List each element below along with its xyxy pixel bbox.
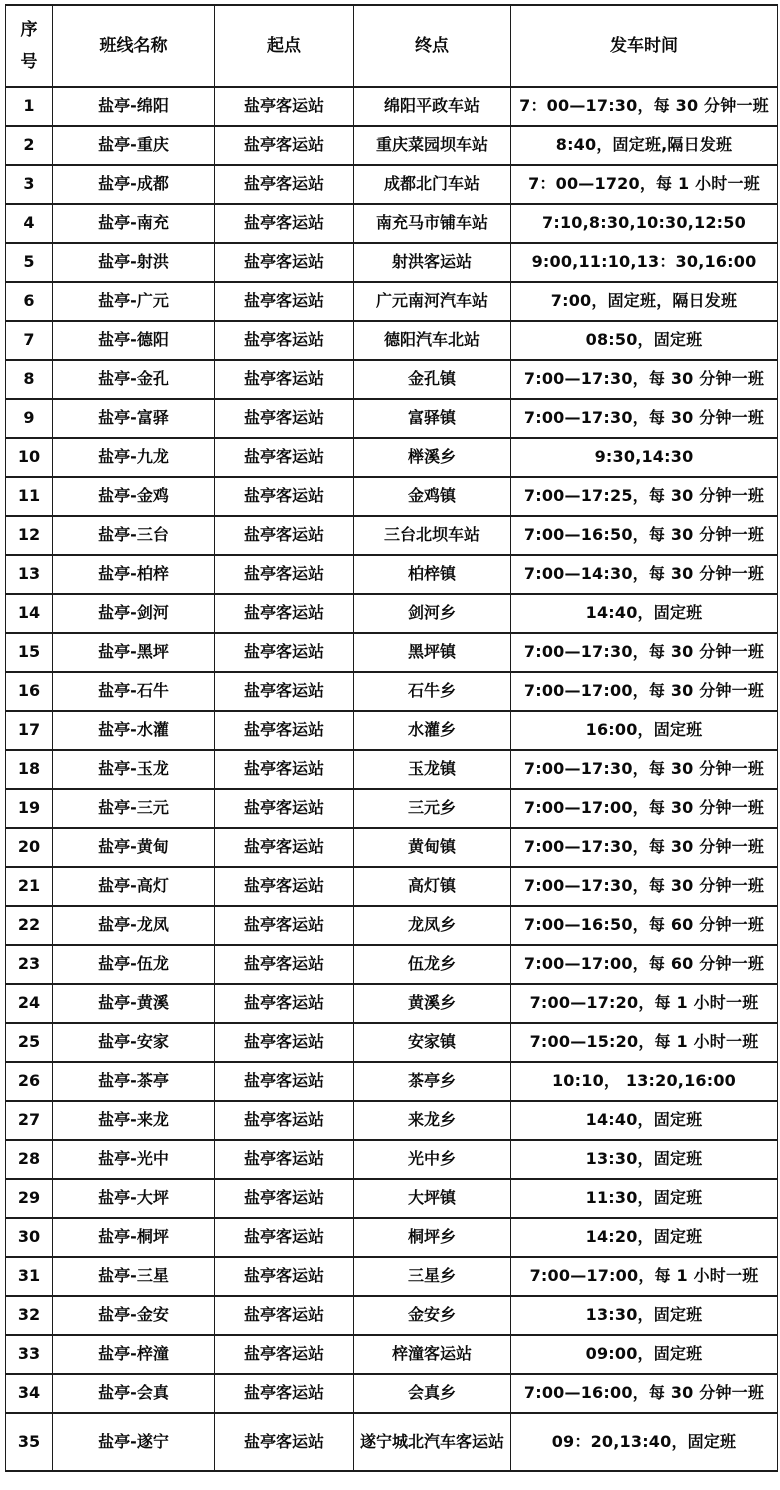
cell-departure: 7:00—17:30，每 30 分钟一班 (511, 750, 778, 789)
cell-origin: 盐亭客运站 (215, 789, 354, 828)
cell-seq: 9 (6, 399, 53, 438)
schedule-row (6, 1374, 778, 1413)
cell-route-name: 盐亭-三台 (53, 516, 215, 555)
cell-destination: 射洪客运站 (354, 243, 511, 282)
cell-route-name: 盐亭-梓潼 (53, 1335, 215, 1374)
bus-schedule-table (5, 4, 778, 1472)
cell-departure: 14:40，固定班 (511, 1101, 778, 1140)
cell-origin: 盐亭客运站 (215, 984, 354, 1023)
cell-route-name: 盐亭-玉龙 (53, 750, 215, 789)
cell-route-name: 盐亭-南充 (53, 204, 215, 243)
cell-seq: 15 (6, 633, 53, 672)
cell-departure: 9:30,14:30 (511, 438, 778, 477)
cell-destination: 绵阳平政车站 (354, 87, 511, 126)
cell-origin: 盐亭客运站 (215, 243, 354, 282)
cell-route-name: 盐亭-富驿 (53, 399, 215, 438)
cell-seq: 16 (6, 672, 53, 711)
cell-destination: 茶亭乡 (354, 1062, 511, 1101)
cell-seq: 14 (6, 594, 53, 633)
cell-destination: 南充马市铺车站 (354, 204, 511, 243)
cell-route-name: 盐亭-金孔 (53, 360, 215, 399)
cell-origin: 盐亭客运站 (215, 867, 354, 906)
schedule-row (6, 867, 778, 906)
cell-route-name: 盐亭-柏梓 (53, 555, 215, 594)
cell-departure: 7:00—17:30，每 30 分钟一班 (511, 399, 778, 438)
cell-route-name: 盐亭-会真 (53, 1374, 215, 1413)
cell-route-name: 盐亭-茶亭 (53, 1062, 215, 1101)
cell-origin: 盐亭客运站 (215, 1140, 354, 1179)
cell-departure: 7:10,8:30,10:30,12:50 (511, 204, 778, 243)
cell-destination: 三元乡 (354, 789, 511, 828)
cell-destination: 来龙乡 (354, 1101, 511, 1140)
cell-seq: 24 (6, 984, 53, 1023)
header-destination: 终点 (354, 5, 511, 87)
header-seq (6, 5, 53, 87)
cell-seq: 22 (6, 906, 53, 945)
cell-seq: 23 (6, 945, 53, 984)
header-origin: 起点 (215, 5, 354, 87)
schedule-row (6, 204, 778, 243)
schedule-row (6, 126, 778, 165)
header-row (6, 5, 778, 87)
cell-destination: 遂宁城北汽车客运站 (354, 1413, 511, 1471)
cell-departure: 14:40，固定班 (511, 594, 778, 633)
cell-destination: 会真乡 (354, 1374, 511, 1413)
cell-departure: 7:00—17:00，每 30 分钟一班 (511, 672, 778, 711)
schedule-row (6, 594, 778, 633)
cell-origin: 盐亭客运站 (215, 399, 354, 438)
schedule-row (6, 516, 778, 555)
schedule-row (6, 1413, 778, 1471)
schedule-row (6, 1335, 778, 1374)
cell-destination: 高灯镇 (354, 867, 511, 906)
cell-route-name: 盐亭-九龙 (53, 438, 215, 477)
cell-route-name: 盐亭-石牛 (53, 672, 215, 711)
cell-route-name: 盐亭-黑坪 (53, 633, 215, 672)
cell-seq: 20 (6, 828, 53, 867)
cell-origin: 盐亭客运站 (215, 750, 354, 789)
cell-route-name: 盐亭-射洪 (53, 243, 215, 282)
schedule-row (6, 243, 778, 282)
cell-destination: 黑坪镇 (354, 633, 511, 672)
cell-seq: 32 (6, 1296, 53, 1335)
schedule-row (6, 87, 778, 126)
cell-origin: 盐亭客运站 (215, 1023, 354, 1062)
schedule-row (6, 399, 778, 438)
cell-route-name: 盐亭-黄溪 (53, 984, 215, 1023)
cell-seq: 21 (6, 867, 53, 906)
cell-origin: 盐亭客运站 (215, 321, 354, 360)
cell-departure: 7:00—16:50，每 60 分钟一班 (511, 906, 778, 945)
cell-origin: 盐亭客运站 (215, 126, 354, 165)
cell-route-name: 盐亭-德阳 (53, 321, 215, 360)
cell-departure: 7:00—17:30，每 30 分钟一班 (511, 633, 778, 672)
schedule-row (6, 1023, 778, 1062)
cell-route-name: 盐亭-来龙 (53, 1101, 215, 1140)
cell-departure: 11:30，固定班 (511, 1179, 778, 1218)
cell-seq: 6 (6, 282, 53, 321)
cell-route-name: 盐亭-剑河 (53, 594, 215, 633)
cell-departure: 8:40，固定班,隔日发班 (511, 126, 778, 165)
cell-departure: 7:00—17:00，每 60 分钟一班 (511, 945, 778, 984)
cell-origin: 盐亭客运站 (215, 594, 354, 633)
cell-route-name: 盐亭-桐坪 (53, 1218, 215, 1257)
schedule-row (6, 750, 778, 789)
cell-departure: 16:00，固定班 (511, 711, 778, 750)
cell-destination: 黄甸镇 (354, 828, 511, 867)
cell-departure: 7:00—17:20，每 1 小时一班 (511, 984, 778, 1023)
cell-route-name: 盐亭-重庆 (53, 126, 215, 165)
cell-route-name: 盐亭-金安 (53, 1296, 215, 1335)
schedule-row (6, 828, 778, 867)
cell-destination: 梓潼客运站 (354, 1335, 511, 1374)
cell-seq: 18 (6, 750, 53, 789)
cell-destination: 富驿镇 (354, 399, 511, 438)
cell-route-name: 盐亭-黄甸 (53, 828, 215, 867)
cell-origin: 盐亭客运站 (215, 828, 354, 867)
cell-seq: 3 (6, 165, 53, 204)
cell-departure: 13:30，固定班 (511, 1140, 778, 1179)
cell-route-name: 盐亭-三元 (53, 789, 215, 828)
cell-origin: 盐亭客运站 (215, 360, 354, 399)
cell-departure: 09：20,13:40，固定班 (511, 1413, 778, 1471)
cell-seq: 17 (6, 711, 53, 750)
cell-departure: 7:00—16:50，每 30 分钟一班 (511, 516, 778, 555)
cell-destination: 黄溪乡 (354, 984, 511, 1023)
cell-seq: 10 (6, 438, 53, 477)
header-departure-time: 发车时间 (511, 5, 778, 87)
cell-route-name: 盐亭-广元 (53, 282, 215, 321)
schedule-row (6, 321, 778, 360)
cell-destination: 金孔镇 (354, 360, 511, 399)
cell-departure: 13:30，固定班 (511, 1296, 778, 1335)
cell-route-name: 盐亭-龙凤 (53, 906, 215, 945)
schedule-row (6, 1101, 778, 1140)
schedule-row (6, 477, 778, 516)
schedule-row (6, 1296, 778, 1335)
cell-destination: 安家镇 (354, 1023, 511, 1062)
schedule-row (6, 1062, 778, 1101)
cell-seq: 2 (6, 126, 53, 165)
cell-seq: 29 (6, 1179, 53, 1218)
cell-route-name: 盐亭-光中 (53, 1140, 215, 1179)
cell-departure: 10:10， 13:20,16:00 (511, 1062, 778, 1101)
cell-departure: 7:00—17:30，每 30 分钟一班 (511, 360, 778, 399)
cell-seq: 13 (6, 555, 53, 594)
cell-route-name: 盐亭-金鸡 (53, 477, 215, 516)
cell-origin: 盐亭客运站 (215, 477, 354, 516)
schedule-row (6, 1179, 778, 1218)
cell-seq: 27 (6, 1101, 53, 1140)
schedule-row (6, 672, 778, 711)
cell-origin: 盐亭客运站 (215, 282, 354, 321)
cell-destination: 三星乡 (354, 1257, 511, 1296)
schedule-row (6, 1257, 778, 1296)
cell-seq: 28 (6, 1140, 53, 1179)
cell-origin: 盐亭客运站 (215, 633, 354, 672)
cell-origin: 盐亭客运站 (215, 1413, 354, 1471)
schedule-row (6, 633, 778, 672)
cell-origin: 盐亭客运站 (215, 438, 354, 477)
schedule-row (6, 360, 778, 399)
cell-seq: 26 (6, 1062, 53, 1101)
cell-origin: 盐亭客运站 (215, 1335, 354, 1374)
cell-route-name: 盐亭-大坪 (53, 1179, 215, 1218)
cell-route-name: 盐亭-绵阳 (53, 87, 215, 126)
cell-departure: 7:00，固定班，隔日发班 (511, 282, 778, 321)
cell-departure: 08:50，固定班 (511, 321, 778, 360)
cell-origin: 盐亭客运站 (215, 204, 354, 243)
schedule-row (6, 711, 778, 750)
cell-origin: 盐亭客运站 (215, 711, 354, 750)
cell-destination: 重庆菜园坝车站 (354, 126, 511, 165)
cell-departure: 14:20，固定班 (511, 1218, 778, 1257)
cell-route-name: 盐亭-水灌 (53, 711, 215, 750)
schedule-row (6, 906, 778, 945)
cell-departure: 7:00—17:00，每 1 小时一班 (511, 1257, 778, 1296)
cell-destination: 桐坪乡 (354, 1218, 511, 1257)
cell-seq: 4 (6, 204, 53, 243)
cell-departure: 7:00—14:30，每 30 分钟一班 (511, 555, 778, 594)
cell-origin: 盐亭客运站 (215, 165, 354, 204)
cell-departure: 7：00—1720，每 1 小时一班 (511, 165, 778, 204)
cell-origin: 盐亭客运站 (215, 1257, 354, 1296)
schedule-row (6, 984, 778, 1023)
cell-seq: 7 (6, 321, 53, 360)
cell-origin: 盐亭客运站 (215, 945, 354, 984)
schedule-row (6, 789, 778, 828)
cell-destination: 广元南河汽车站 (354, 282, 511, 321)
cell-destination: 水灌乡 (354, 711, 511, 750)
cell-origin: 盐亭客运站 (215, 672, 354, 711)
schedule-row (6, 1218, 778, 1257)
cell-origin: 盐亭客运站 (215, 1179, 354, 1218)
cell-seq: 33 (6, 1335, 53, 1374)
cell-seq: 35 (6, 1413, 53, 1471)
cell-destination: 金安乡 (354, 1296, 511, 1335)
schedule-row (6, 282, 778, 321)
cell-destination: 剑河乡 (354, 594, 511, 633)
cell-destination: 三台北坝车站 (354, 516, 511, 555)
cell-origin: 盐亭客运站 (215, 1062, 354, 1101)
schedule-row (6, 555, 778, 594)
cell-destination: 成都北门车站 (354, 165, 511, 204)
cell-origin: 盐亭客运站 (215, 555, 354, 594)
cell-destination: 柏梓镇 (354, 555, 511, 594)
cell-seq: 34 (6, 1374, 53, 1413)
cell-departure: 09:00，固定班 (511, 1335, 778, 1374)
cell-seq: 30 (6, 1218, 53, 1257)
cell-departure: 7:00—17:00，每 30 分钟一班 (511, 789, 778, 828)
cell-destination: 龙凤乡 (354, 906, 511, 945)
cell-destination: 石牛乡 (354, 672, 511, 711)
cell-departure: 7:00—16:00，每 30 分钟一班 (511, 1374, 778, 1413)
cell-destination: 榉溪乡 (354, 438, 511, 477)
cell-destination: 光中乡 (354, 1140, 511, 1179)
cell-origin: 盐亭客运站 (215, 1101, 354, 1140)
schedule-row (6, 438, 778, 477)
cell-route-name: 盐亭-成都 (53, 165, 215, 204)
cell-seq: 8 (6, 360, 53, 399)
schedule-row (6, 165, 778, 204)
cell-departure: 7:00—17:30，每 30 分钟一班 (511, 828, 778, 867)
cell-seq: 19 (6, 789, 53, 828)
header-seq-label: 序号 (20, 19, 38, 72)
cell-route-name: 盐亭-遂宁 (53, 1413, 215, 1471)
schedule-row (6, 945, 778, 984)
cell-destination: 大坪镇 (354, 1179, 511, 1218)
cell-origin: 盐亭客运站 (215, 1374, 354, 1413)
cell-departure: 7:00—15:20，每 1 小时一班 (511, 1023, 778, 1062)
cell-route-name: 盐亭-安家 (53, 1023, 215, 1062)
cell-origin: 盐亭客运站 (215, 906, 354, 945)
cell-destination: 玉龙镇 (354, 750, 511, 789)
cell-seq: 25 (6, 1023, 53, 1062)
cell-seq: 1 (6, 87, 53, 126)
cell-departure: 7:00—17:30，每 30 分钟一班 (511, 867, 778, 906)
header-route-name: 班线名称 (53, 5, 215, 87)
cell-seq: 12 (6, 516, 53, 555)
cell-departure: 7:00—17:25，每 30 分钟一班 (511, 477, 778, 516)
cell-route-name: 盐亭-伍龙 (53, 945, 215, 984)
cell-seq: 31 (6, 1257, 53, 1296)
schedule-row (6, 1140, 778, 1179)
cell-seq: 11 (6, 477, 53, 516)
cell-origin: 盐亭客运站 (215, 1218, 354, 1257)
cell-seq: 5 (6, 243, 53, 282)
cell-route-name: 盐亭-三星 (53, 1257, 215, 1296)
cell-origin: 盐亭客运站 (215, 1296, 354, 1335)
cell-departure: 7：00—17:30，每 30 分钟一班 (511, 87, 778, 126)
cell-departure: 9:00,11:10,13：30,16:00 (511, 243, 778, 282)
cell-destination: 伍龙乡 (354, 945, 511, 984)
cell-route-name: 盐亭-高灯 (53, 867, 215, 906)
cell-origin: 盐亭客运站 (215, 87, 354, 126)
cell-destination: 金鸡镇 (354, 477, 511, 516)
cell-origin: 盐亭客运站 (215, 516, 354, 555)
cell-destination: 德阳汽车北站 (354, 321, 511, 360)
